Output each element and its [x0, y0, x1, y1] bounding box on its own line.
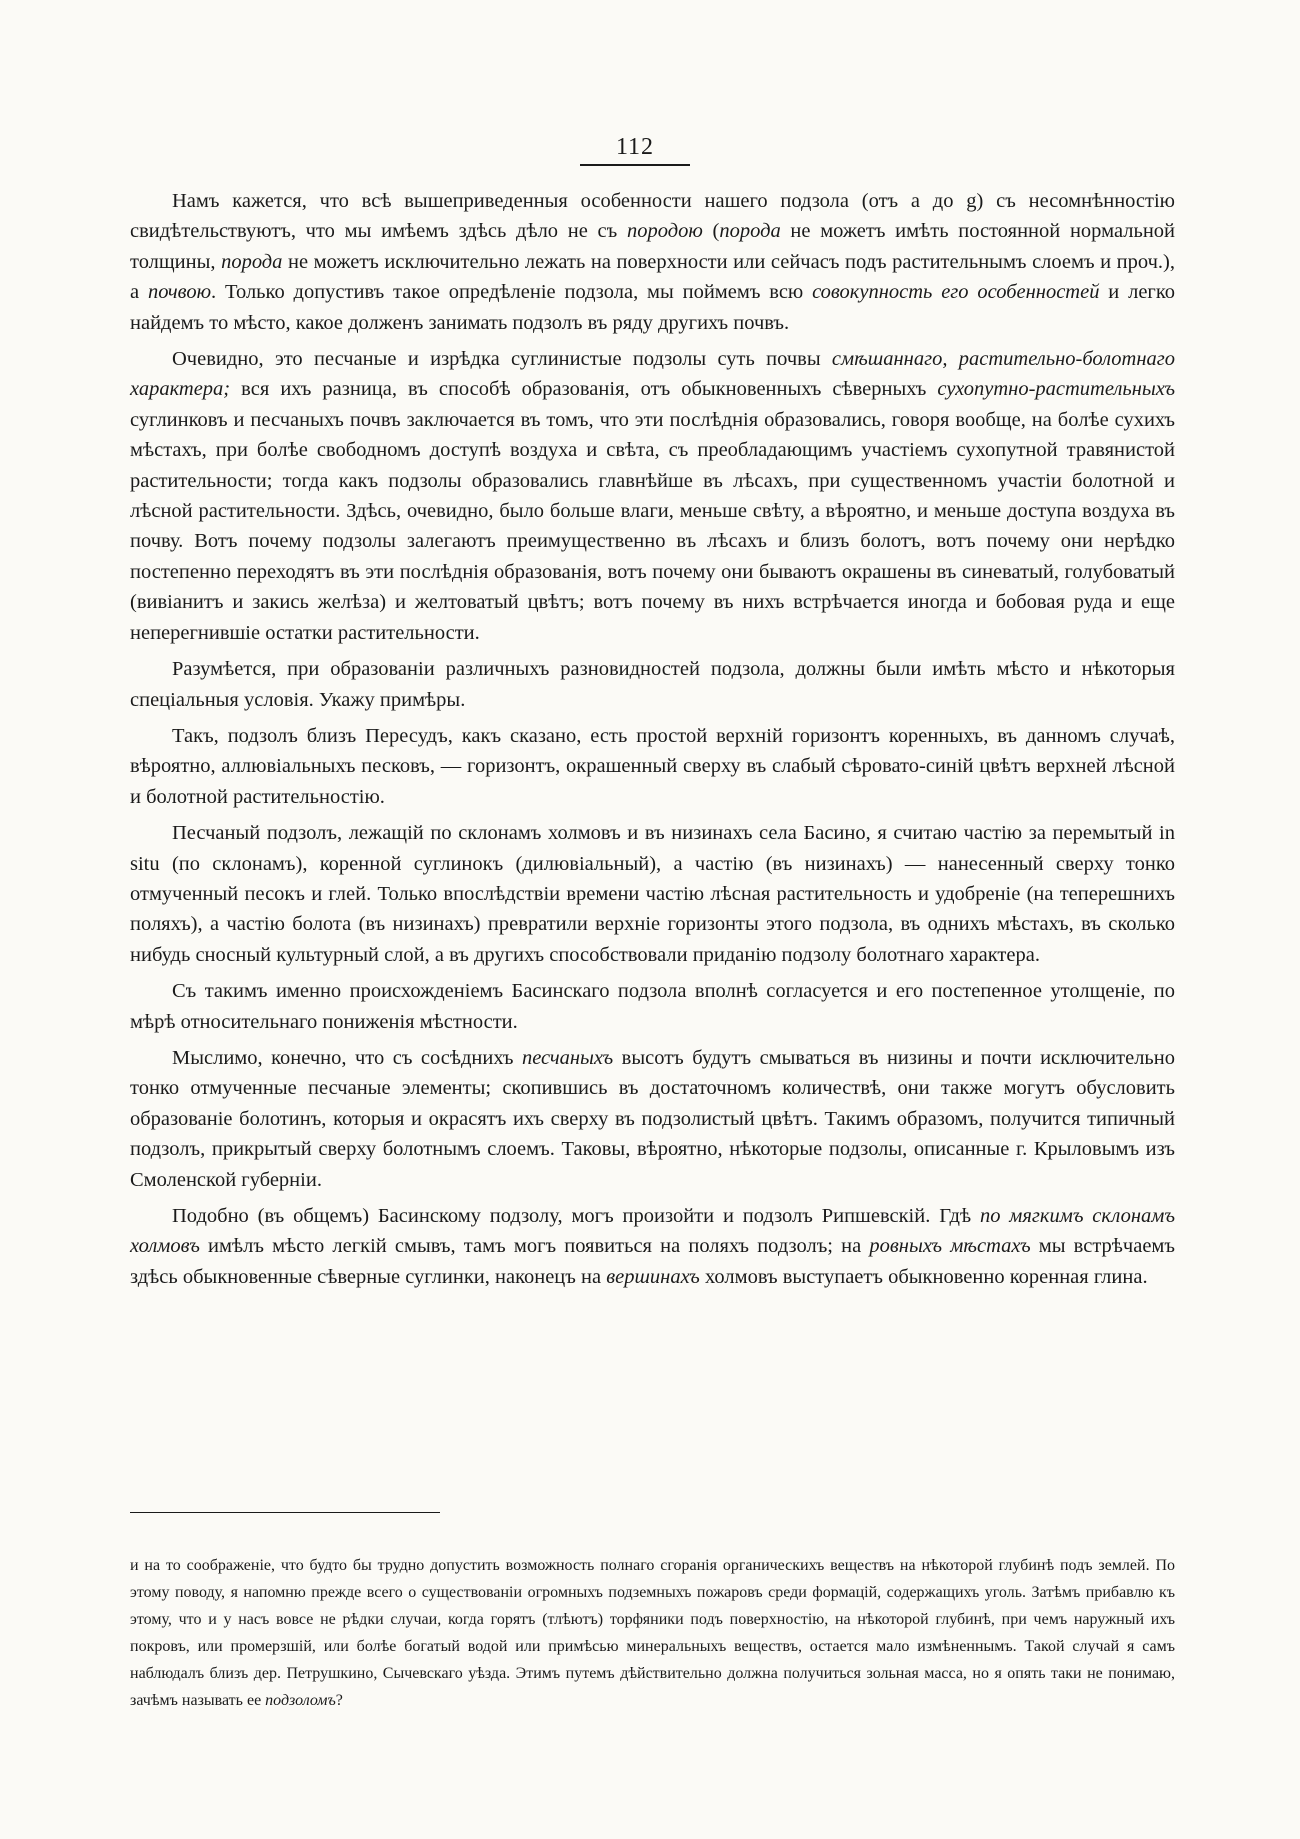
italic-run: порода	[221, 250, 283, 273]
text-run: не можетъ исключительно лежать на поверхности или сейчасъ подъ растительнымъ слоемъ и проч.), а	[130, 250, 1175, 304]
paragraph	[130, 186, 1175, 338]
text-run: Разумѣется, при образованіи различныхъ разновидностей подзола, должны были имѣть мѣсто и нѣкоторыя спеціальныя условія. Укажу примѣры.	[130, 658, 1175, 711]
footnote	[130, 1552, 1175, 1714]
italic-run: сухопутно-растительныхъ	[937, 378, 1175, 401]
paragraph	[130, 1043, 1175, 1195]
paragraph	[130, 344, 1175, 648]
paragraph	[130, 976, 1175, 1037]
text-run: Мыслимо, конечно, что съ сосѣднихъ	[172, 1046, 522, 1069]
text-run: и на то соображеніе, что будто бы трудно допустить возможность полнаго сгоранія органическихъ веществъ на нѣкоторой глубинѣ подъ землей. По этому поводу, я напомню прежде всего о существованіи огромныхъ подземныхъ пожаровъ среди формацій, содержащихъ уголь. Затѣмъ прибавлю къ этому, что и у насъ вовсе не рѣдки случаи, когда горятъ (тлѣютъ) торфяники подъ поверхностію, на нѣкоторой глубинѣ, при чемъ наружный ихъ покровъ, или промерзшій, или болѣе богатый водой или примѣсью минеральныхъ веществъ, остается мало измѣненнымъ. Такой случай я самъ наблюдалъ близъ дер. Петрушкино, Сычевскаго уѣзда. Этимъ путемъ дѣйствительно должна получиться зольная масса, но я опять таки не понимаю, зачѣмъ называть ее	[130, 1557, 1175, 1709]
text-run: не можетъ имѣть постоянной нормальной толщины,	[130, 220, 1176, 273]
italic-run: подзоломъ	[265, 1692, 336, 1709]
italic-run: вершинахъ	[606, 1265, 700, 1288]
text-run: Намъ кажется, что всѣ вышеприведенныя особенности нашего подзола (отъ a до g) съ несомнѣнностію свидѣтельствуютъ, что мы имѣемъ здѣсь дѣло не съ	[130, 190, 1175, 243]
text-run: вся ихъ разница, въ способѣ образованія, отъ обыкновенныхъ сѣверныхъ	[230, 378, 938, 401]
body-text	[130, 186, 1175, 1298]
text-run: имѣлъ мѣсто легкій смывъ, тамъ могъ появиться на поляхъ подзолъ; на	[199, 1235, 870, 1258]
text-run: Такъ, подзолъ близъ Пересудъ, какъ сказано, есть простой верхній горизонтъ коренныхъ, въ данномъ случаѣ, вѣроятно, аллювіальныхъ песковъ, — горизонтъ, окрашенный сверху въ слабый сѣровато-синій цвѣтъ верхней лѣсной и болотной растительностію.	[130, 724, 1175, 808]
text-run: ?	[335, 1692, 343, 1709]
italic-run: смѣшаннаго, растительно-болотнаго характера;	[130, 348, 1176, 401]
text-run: мы встрѣчаемъ здѣсь обыкновенные сѣверные суглинки, наконецъ на	[130, 1235, 1175, 1288]
text-run: (	[702, 220, 720, 243]
paragraph	[130, 1201, 1175, 1292]
text-run: и легко найдемъ то мѣсто, какое долженъ занимать подзолъ въ ряду другихъ почвъ.	[130, 281, 1175, 334]
italic-run: песчаныхъ	[521, 1046, 614, 1069]
text-run: суглинковъ и песчаныхъ почвъ заключается въ томъ, что эти послѣднія образовались, говоря вообще, на болѣе сухихъ мѣстахъ, при болѣе свободномъ доступѣ воздуха и свѣта, съ преобладающимъ участіемъ сухопутной травянистой растительности; тогда какъ подзолы образовались главнѣйше въ лѣсахъ, при существенномъ участіи болотной и лѣсной растительности. Здѣсь, очевидно, было больше влаги, меньше свѣту, а вѣроятно, и меньше доступа воздуха въ почву. Вотъ почему подзолы залегаютъ преимущественно въ лѣсахъ и близъ болотъ, вотъ почему они нерѣдко постепенно переходятъ въ эти послѣднія образованія, вотъ почему они бываютъ окрашены въ синеватый, голубоватый (вивіанитъ и закись желѣза) и желтоватый цвѣтъ; вотъ почему въ нихъ встрѣчается иногда и бобовая руда и еще неперегнившіе остатки растительности.	[130, 408, 1175, 644]
text-run: Подобно (въ общемъ) Басинскому подзолу, могъ произойти и подзолъ Рипшевскій. Гдѣ	[172, 1205, 980, 1227]
italic-run: почвою	[147, 281, 212, 304]
italic-run: породою	[626, 220, 703, 243]
text-run: Съ такимъ именно происхожденіемъ Басинскаго подзола вполнѣ согласуется и его постепенное утолщеніе, по мѣрѣ относительнаго пониженія мѣстности.	[130, 980, 1175, 1033]
paragraph	[130, 654, 1175, 715]
paragraph	[130, 818, 1175, 970]
footnote-divider	[130, 1512, 440, 1513]
italic-run: совокупность его особенностей	[812, 281, 1100, 304]
page-number: 112	[580, 132, 690, 166]
text-run: высотъ будутъ смываться въ низины и почти исключительно тонко отмученные песчаные элементы; скопившись въ достаточномъ количествѣ, они также могутъ обусловить образованіе болотинъ, которыя и окрасятъ ихъ сверху въ подзолистый цвѣтъ. Такимъ образомъ, получится типичный подзолъ, прикрытый сверху болотнымъ слоемъ. Таковы, вѣроятно, нѣкоторые подзолы, описанные г. Крыловымъ изъ Смоленской губерніи.	[130, 1046, 1175, 1191]
text-run: Песчаный подзолъ, лежащій по склонамъ холмовъ и въ низинахъ села Басино, я считаю частію за перемытый in situ (по склонамъ), коренной суглинокъ (дилювіальный), а частію (въ низинахъ) — нанесенный сверху тонко отмученный песокъ и глей. Только впослѣдствіи времени частію лѣсная растительность и удобреніе (на теперешнихъ поляхъ), а частію болота (въ низинахъ) превратили верхніе горизонты этого подзола, въ однихъ мѣстахъ, въ сколько нибудь сносный культурный слой, а въ другихъ способствовали приданію подзолу болотнаго характера.	[130, 822, 1175, 966]
italic-run: ровныхъ мѣстахъ	[869, 1235, 1031, 1258]
text-run: Очевидно, это песчаные и изрѣдка суглинистые подзолы суть почвы	[172, 348, 832, 371]
italic-run: порода	[719, 220, 781, 243]
italic-run: по мягкимъ склонамъ холмовъ	[130, 1205, 1175, 1258]
paragraph	[130, 721, 1175, 812]
text-run: холмовъ выступаетъ обыкновенно коренная глина.	[699, 1265, 1148, 1288]
text-run: . Только допустивъ такое опредѣленіе подзола, мы поймемъ всю	[211, 281, 813, 304]
